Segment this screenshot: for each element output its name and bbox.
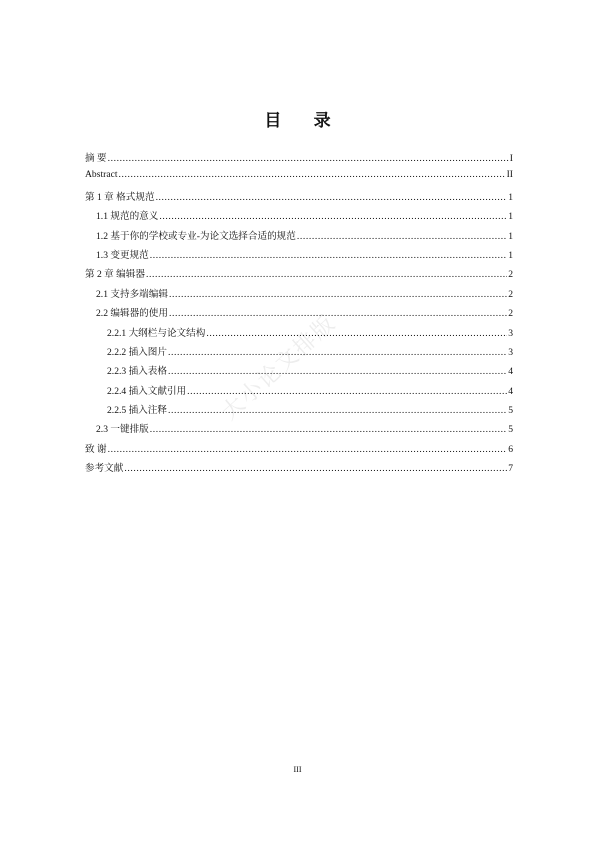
toc-entry[interactable] — [85, 441, 513, 460]
dot-leader — [108, 153, 509, 164]
dot-leader — [119, 169, 506, 180]
toc-entry-page: 6 — [508, 443, 513, 455]
dot-leader — [159, 211, 507, 222]
toc-entry-label: 2.2 编辑器的使用 — [96, 308, 168, 320]
toc-entry[interactable] — [85, 383, 513, 402]
toc-entry-label: 1.1 规范的意义 — [96, 211, 159, 223]
toc-entry-label: Abstract — [85, 169, 118, 181]
dot-leader — [169, 308, 507, 319]
toc-entry-page: 2 — [508, 288, 513, 300]
toc-entry[interactable] — [85, 402, 513, 421]
toc-entry-label: 1.2 基于你的学校或专业-为论文选择合适的规范 — [96, 230, 296, 242]
toc-entry[interactable] — [85, 189, 513, 208]
dot-leader — [206, 328, 507, 339]
toc-entry-page: 5 — [508, 424, 513, 436]
toc-entry[interactable] — [85, 169, 513, 188]
dot-leader — [297, 231, 507, 242]
dot-leader — [169, 289, 507, 300]
toc-entry-label: 2.2.3 插入表格 — [107, 366, 167, 378]
toc-entry-page: 1 — [508, 230, 513, 242]
toc-entry-label: 2.2.1 大纲栏与论文结构 — [107, 327, 206, 339]
dot-leader — [150, 250, 507, 261]
toc-entry-label: 参考文献 — [85, 463, 124, 475]
toc-entry[interactable] — [85, 460, 513, 479]
table-of-contents — [85, 150, 513, 480]
toc-entry-label: 2.3 一键排版 — [96, 424, 149, 436]
toc-entry-page: 7 — [508, 463, 513, 475]
dot-leader — [187, 386, 507, 397]
toc-entry-page: 1 — [508, 249, 513, 261]
toc-entry-label: 致 谢 — [85, 443, 107, 455]
toc-entry-page: 1 — [508, 211, 513, 223]
toc-entry[interactable] — [85, 247, 513, 266]
dot-leader — [168, 405, 507, 416]
dot-leader — [108, 444, 508, 455]
toc-entry-label: 2.2.4 插入文献引用 — [107, 385, 187, 397]
toc-entry-label: 1.3 变更规范 — [96, 249, 149, 261]
toc-entry[interactable] — [85, 325, 513, 344]
toc-entry[interactable] — [85, 208, 513, 227]
toc-entry-page: 3 — [508, 346, 513, 358]
page-title: 目 录 — [264, 111, 345, 130]
toc-entry[interactable] — [85, 286, 513, 305]
toc-entry[interactable] — [85, 363, 513, 382]
toc-entry-page: 2 — [508, 269, 513, 281]
toc-entry-label: 第 2 章 编辑器 — [85, 269, 145, 281]
dot-leader — [146, 269, 507, 280]
toc-entry[interactable] — [85, 150, 513, 169]
page-number: III — [293, 765, 302, 774]
toc-entry-label: 2.2.2 插入图片 — [107, 346, 167, 358]
toc-entry[interactable] — [85, 421, 513, 440]
toc-entry-page: 2 — [508, 308, 513, 320]
toc-entry[interactable] — [85, 305, 513, 324]
toc-entry-label: 摘 要 — [85, 153, 107, 164]
toc-entry[interactable] — [85, 344, 513, 363]
toc-entry-page: I — [509, 153, 513, 164]
toc-entry[interactable] — [85, 266, 513, 285]
dot-leader — [168, 366, 507, 377]
watermark: 大小论文排版 — [217, 310, 342, 426]
toc-entry-page: 3 — [508, 327, 513, 339]
toc-entry-label: 2.2.5 插入注释 — [107, 405, 167, 417]
dot-leader — [156, 192, 508, 203]
toc-entry-page: 4 — [508, 385, 513, 397]
toc-entry-page: 1 — [508, 191, 513, 203]
toc-entry-page: II — [506, 169, 513, 181]
dot-leader — [168, 347, 507, 358]
toc-entry[interactable] — [85, 228, 513, 247]
toc-entry-page: 5 — [508, 405, 513, 417]
toc-entry-page: 4 — [508, 366, 513, 378]
dot-leader — [150, 424, 507, 435]
toc-entry-label: 2.1 支持多端编辑 — [96, 288, 168, 300]
dot-leader — [124, 463, 507, 474]
toc-entry-label: 第 1 章 格式规范 — [85, 191, 155, 203]
